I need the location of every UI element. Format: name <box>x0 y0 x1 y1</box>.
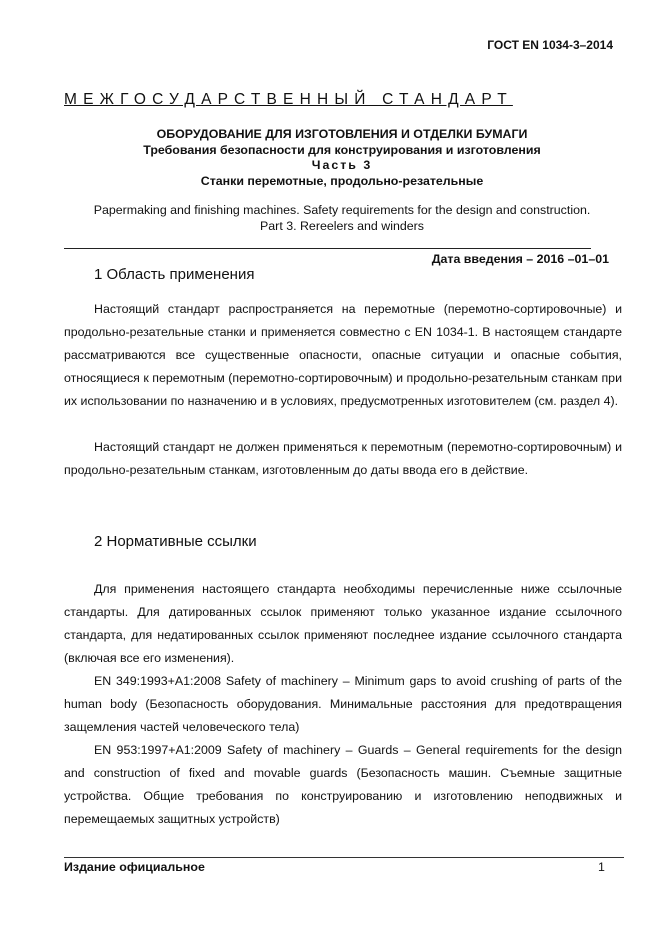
paragraph-text: EN 349:1993+A1:2008 Safety of machinery – Minimum gaps to avoid crushing of parts of the human body (Безопасность оборудования. Минимальные расстояния для предотвращения защемления частей человеческого тела) <box>64 674 622 734</box>
title-line-1: ОБОРУДОВАНИЕ ДЛЯ ИЗГОТОВЛЕНИЯ И ОТДЕЛКИ БУМАГИ <box>156 127 528 141</box>
footer-divider <box>64 857 624 858</box>
section-1-paragraph-1 <box>64 298 622 413</box>
section-2-paragraph-1 <box>64 578 622 670</box>
reference-en-953 <box>64 739 622 831</box>
english-title-line-2: Part 3. Rereelers and winders <box>260 219 424 233</box>
english-title-line-1: Papermaking and finishing machines. Safety requirements for the design and construction. <box>93 203 591 217</box>
section-1-heading: 1 Область применения <box>94 266 255 283</box>
introduction-date: Дата введения – 2016 –01–01 <box>431 252 609 266</box>
paragraph-text: Настоящий стандарт распространяется на перемотные (перемотно-сортировочные) и продольно-резательные станки и применяется совместно с EN 1034-1. В настоящем стандарте рассматриваются все существенные опасности, опасные ситуации и опасные события, относящиеся к перемотным (перемотно-сортировочным) и продольно-резательным станкам при их использовании по назначению и в условиях, предусмотренных изготовителем (см. раздел 4). <box>64 302 622 408</box>
document-code: ГОСТ EN 1034-3–2014 <box>487 38 613 52</box>
reference-en-349 <box>64 670 622 739</box>
official-edition-label: Издание официальное <box>64 860 205 874</box>
title-divider <box>64 248 591 249</box>
section-1-paragraph-2 <box>64 436 622 482</box>
section-2-heading: 2 Нормативные ссылки <box>94 533 257 550</box>
paragraph-text: Настоящий стандарт не должен применяться к перемотным (перемотно-сортировочным) и продольно-резательным станкам, изготовленным до даты ввода его в действие. <box>64 440 622 477</box>
title-line-4: Станки перемотные, продольно-резательные <box>200 174 484 188</box>
title-part-number: Часть 3 <box>311 158 373 172</box>
title-line-2: Требования безопасности для конструирования и изготовления <box>143 143 541 157</box>
standard-type-title: МЕЖГОСУДАРСТВЕННЫЙ СТАНДАРТ <box>64 91 513 108</box>
paragraph-text: Для применения настоящего стандарта необходимы перечисленные ниже ссылочные стандарты. Для датированных ссылок применяют только указанное издание ссылочного стандарта, для недатированных ссылок применяют последнее издание ссылочного стандарта (включая все его изменения). <box>64 582 622 665</box>
paragraph-text: EN 953:1997+A1:2009 Safety of machinery – Guards – General requirements for the design and construction of fixed and movable guards (Безопасность машин. Съемные защитные устройства. Общие требования по конструированию и изготовлению неподвижных и перемещаемых защитных устройств) <box>64 743 622 826</box>
page-number: 1 <box>598 860 605 874</box>
